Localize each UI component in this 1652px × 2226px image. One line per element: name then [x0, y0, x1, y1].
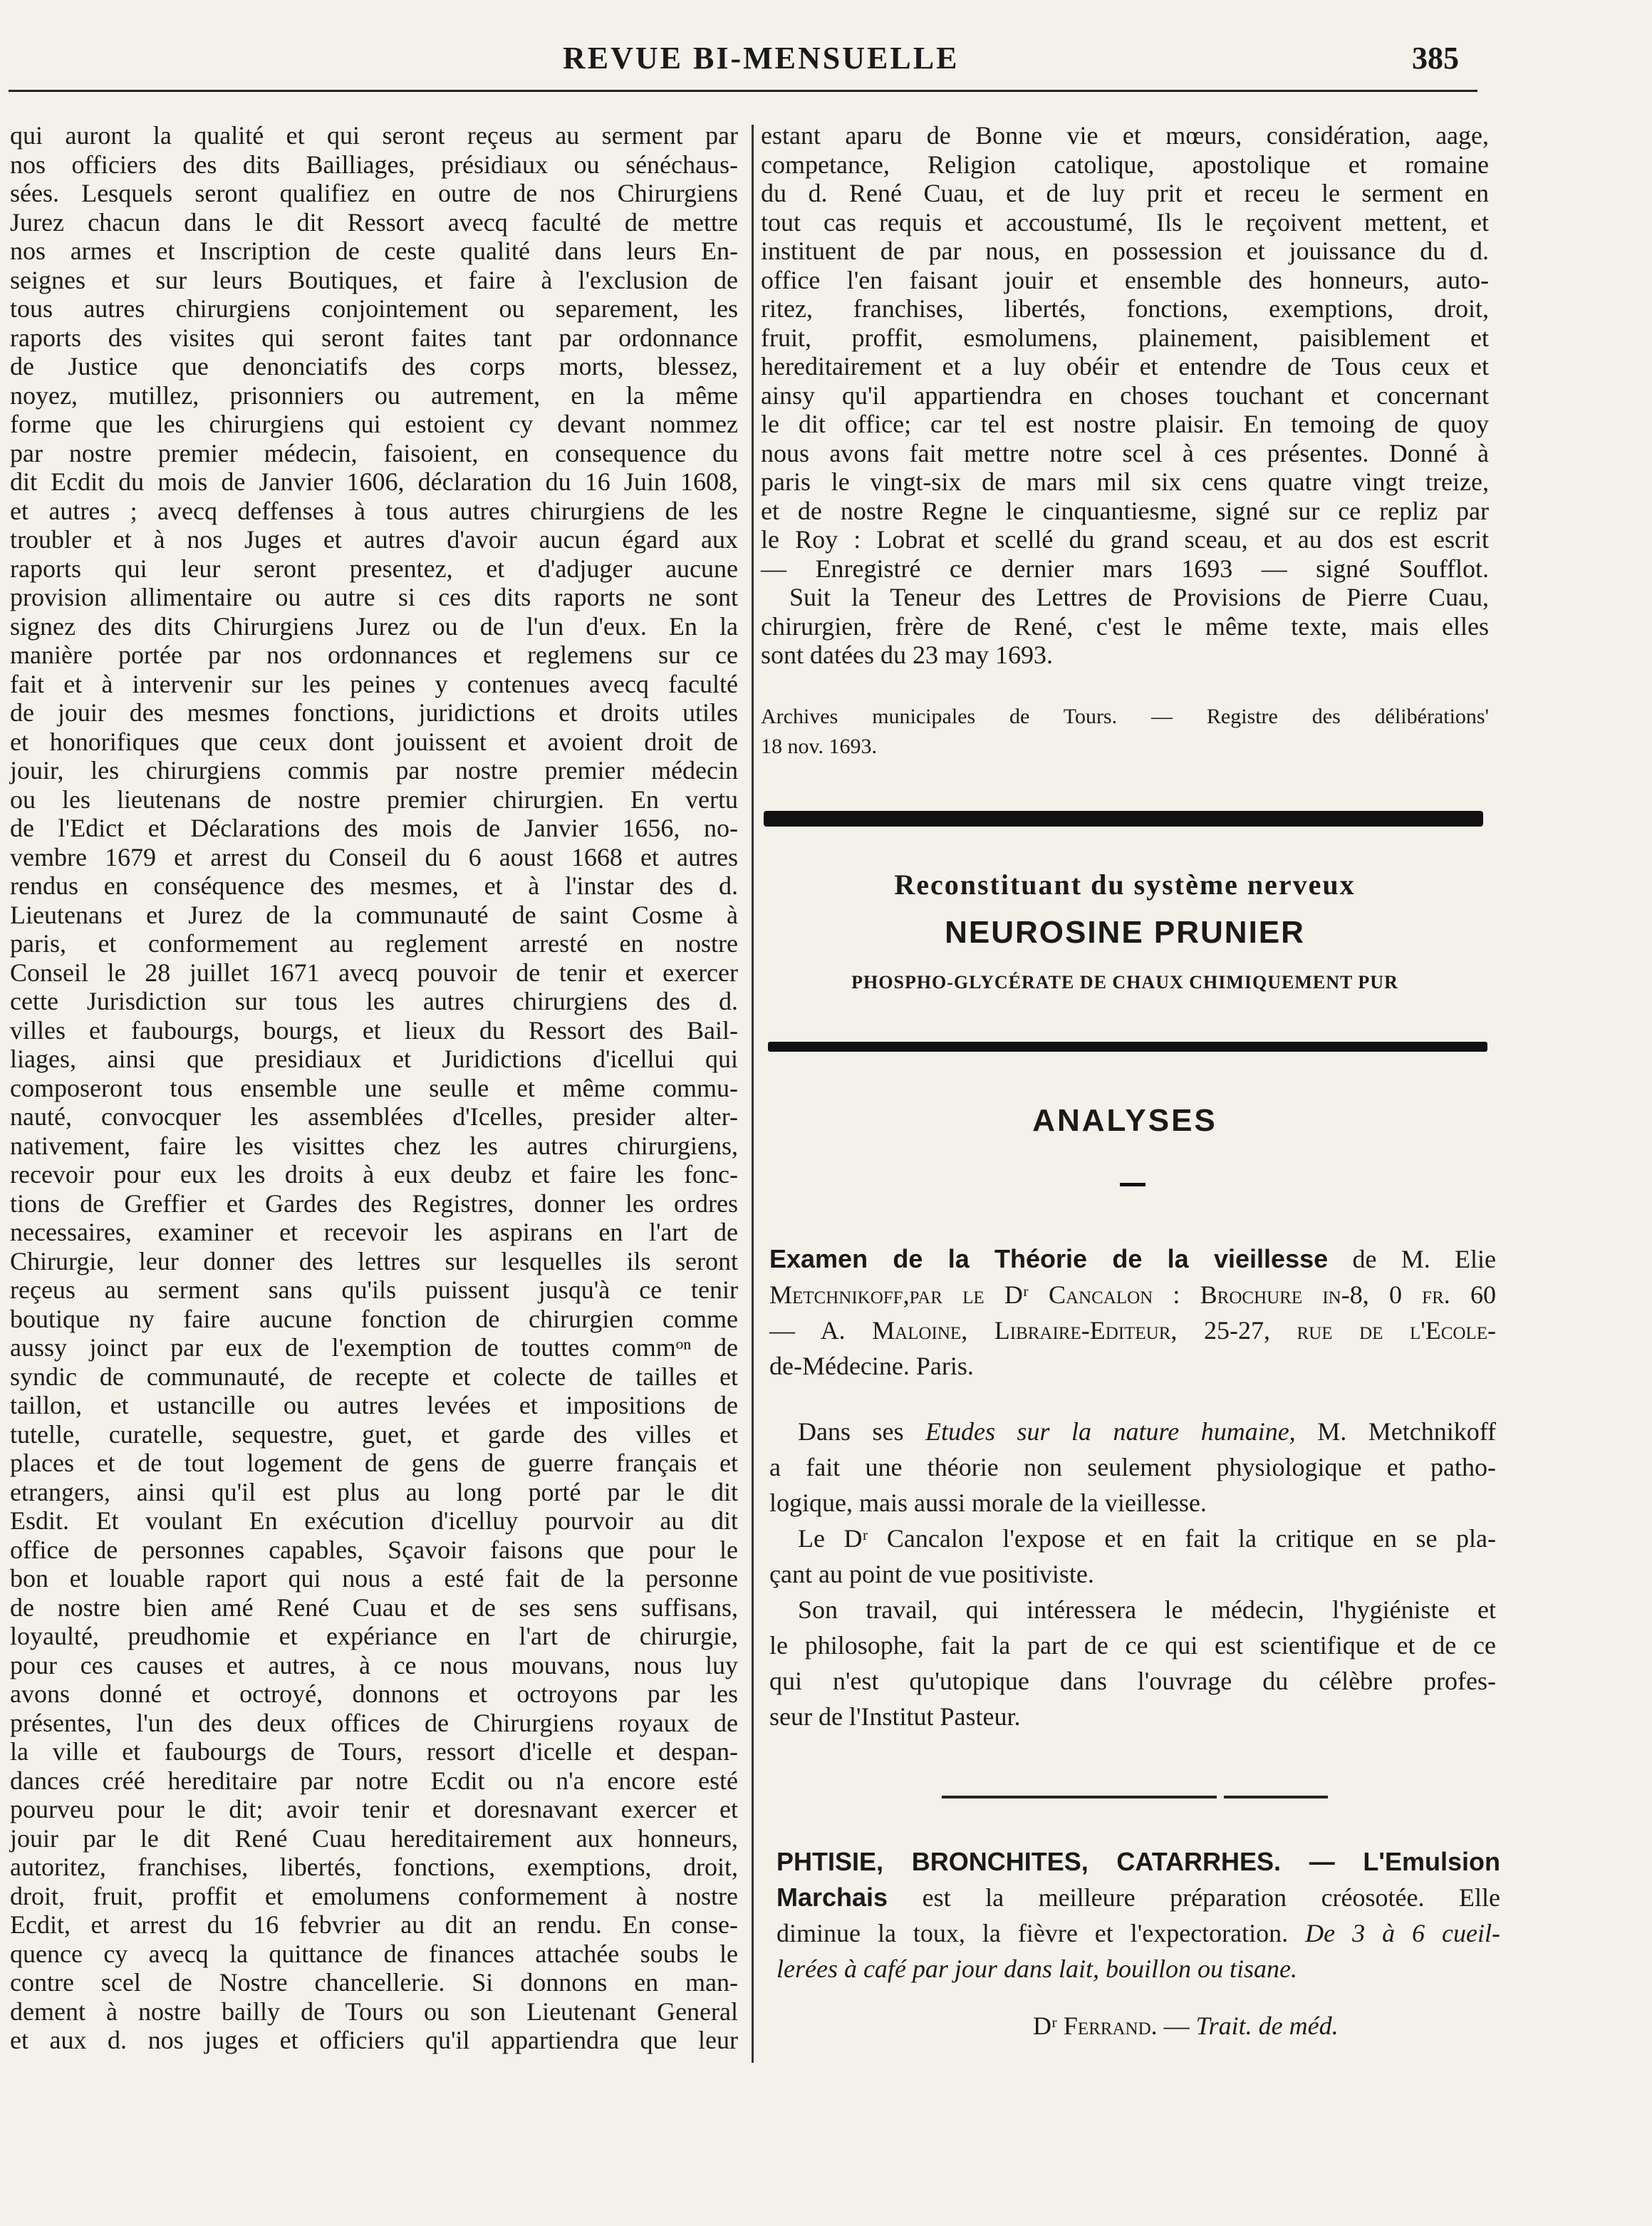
left-column-line: avons donné et octroyé, donnons et octroyons par les [10, 1679, 738, 1708]
journal-title: REVUE BI-MENSUELLE [563, 41, 960, 76]
review-line: le philosophe, fait la part de ce qui est scientifique et de ce [769, 1631, 1496, 1660]
left-column-line: autoritez, franchises, libertés, fonctions, exemptions, droit, [10, 1853, 738, 1881]
left-column-line: provision allimentaire ou autre si ces dits raports ne sont [10, 583, 738, 611]
advert-product-name: NEUROSINE PRUNIER [945, 915, 1305, 950]
left-column-line: reçeus au serment sans qu'ils puissent jusqu'à ce tenir [10, 1275, 738, 1304]
review-line: de-Médecine. Paris. [769, 1352, 974, 1380]
page-number: 385 [1412, 41, 1459, 76]
left-column-line: ou les lieutenans de nostre premier chirurgien. En vertu [10, 785, 738, 814]
section-heading: ANALYSES [1032, 1103, 1217, 1138]
review-line: Metchnikoff,par le Dʳ Cancalon : Brochure in-8, 0 fr. 60 [769, 1280, 1496, 1309]
left-column-line: taillon, et ustancille ou autres levées et impositions de [10, 1391, 738, 1419]
paragraph-gap [769, 1384, 1496, 1414]
left-column-line: et aux d. nos juges et officiers qu'il appartiendra que leur [10, 2026, 738, 2054]
left-column-line: Ecdit, et arrest du 16 febvrier au dit an rendu. En conse- [10, 1910, 738, 1939]
advert-tagline: Reconstituant du système nerveux [894, 869, 1356, 901]
left-column-line: necessaires, examiner et recevoir les aspirans en l'art de [10, 1218, 738, 1246]
section-dash [1120, 1183, 1146, 1186]
left-column-line: tutelle, curatelle, sequestre, guet, et garde des villes et [10, 1419, 738, 1449]
left-column-line: troubler et à nos Juges et autres d'avoir aucun égard aux [10, 525, 738, 554]
left-column-line: Conseil le 28 juillet 1671 avecq pouvoir de tenir et exercer [10, 958, 738, 987]
left-column-line: et autres ; avecq deffenses à tous autres chirurgiens de les [10, 496, 738, 525]
advert-emulsion-line [776, 1880, 1500, 1915]
left-column-line: tions de Greffier et Gardes des Registres, donner les ordres [10, 1189, 738, 1218]
advert-emulsion-text: diminue la toux, la fièvre et l'expectoration. [776, 1919, 1289, 1947]
left-column-line: Esdit. Et voulant En exécution d'icelluy pourvoir au dit [10, 1506, 738, 1535]
right-column-line: sont datées du 23 may 1693. [761, 641, 1053, 669]
left-column-line: office de personnes capables, Sçavoir faisons que pour le [10, 1535, 738, 1564]
left-column-line: raports qui leur seront presentez, et d'adjuger aucune [10, 554, 738, 583]
review-article [769, 1241, 1496, 1734]
right-column-line: le Roy : Lobrat et scellé du grand sceau, et au dos est escrit [761, 525, 1489, 554]
right-column-line: le dit office; car tel est nostre plaisir. En temoing de quoy [761, 410, 1489, 438]
advert-emulsion-heading: PHTISIE, BRONCHITES, CATARRHES. — L'Emulsion [776, 1847, 1500, 1876]
left-column-line: etrangers, ainsi qu'il est plus au long porté par le dit [10, 1477, 738, 1506]
signature-dash: — [1163, 2012, 1190, 2040]
right-column-line: competance, Religion catolique, apostolique et romaine [761, 150, 1489, 179]
review-line: logique, mais aussi morale de la vieillesse. [769, 1489, 1207, 1517]
left-column-line: droit, fruit, proffit et emolumens conformement à nostre [10, 1881, 738, 1910]
review-author-intro: de M. Elie [1352, 1245, 1496, 1273]
review-line: qui n'est qu'utopique dans l'ouvrage du célèbre profes- [769, 1667, 1496, 1695]
advert-top-rule [764, 811, 1483, 827]
right-column-line: ritez, franchises, libertés, fonctions, exemptions, droit, [761, 294, 1489, 323]
left-column-line: dit Ecdit du mois de Janvier 1606, déclaration du 16 Juin 1608, [10, 467, 738, 496]
left-column-line: la ville et faubourgs de Tours, ressort d'icelle et despan- [10, 1737, 738, 1766]
left-column-line: par nostre premier médecin, faisoient, en consequence du [10, 438, 738, 467]
right-column-line: nous avons fait mettre notre scel à ces présentes. Donné à [761, 438, 1489, 467]
right-column-line: tout cas requis et accoustumé, Ils le reçoivent mettent, et [761, 207, 1489, 237]
left-column-line: seignes et sur leurs Boutiques, et faire à l'exclusion de [10, 265, 738, 294]
advert-bottom-rule [768, 1042, 1487, 1052]
left-column-line: dances créé hereditaire par notre Ecdit ou n'a encore esté [10, 1766, 738, 1795]
left-column-line: signez des dits Chirurgiens Jurez ou de l'un d'eux. En la [10, 611, 738, 641]
left-column-line: de Justice que denonciatifs des corps morts, blessez, [10, 352, 738, 381]
left-column-text [10, 121, 738, 2055]
left-column-line: contre scel de Nostre chancellerie. Si donnons en man- [10, 1968, 738, 1997]
advert-emulsion-text: est la meilleure préparation créosotée. Elle [922, 1883, 1500, 1912]
source-note [761, 702, 1489, 762]
advert-emulsion-signature [1033, 2008, 1475, 2044]
left-column-line: liages, ainsi que presidiaux et Juridictions d'icellui qui [10, 1045, 738, 1073]
advert-description: PHOSPHO-GLYCÉRATE DE CHAUX CHIMIQUEMENT PUR [851, 972, 1398, 993]
source-note-line: Archives municipales de Tours. — Registre des délibérations' [761, 705, 1489, 728]
left-column-line: vembre 1679 et arrest du Conseil du 6 aoust 1668 et autres [10, 842, 738, 871]
right-column-line: Suit la Teneur des Lettres de Provisions de Pierre Cuau, [789, 583, 1489, 611]
right-column-line: fruit, proffit, esmolumens, plainement, paisiblement et [761, 323, 1489, 352]
left-column-line: et honorifiques que ceux dont jouissent et avoient droit de [10, 727, 738, 756]
column-divider [752, 125, 754, 2063]
right-column-line: hereditairement et a luy obéir et entendre de Tous ceux et [761, 352, 1489, 381]
left-column-line: tous autres chirurgiens conjointement ou separement, les [10, 294, 738, 323]
left-column-line: jouir par le dit René Cuau hereditairement aux honneurs, [10, 1823, 738, 1853]
left-column-line: recevoir pour eux les droits à eux deubz et faire les fonc- [10, 1160, 738, 1189]
left-column-line: de jouir des mesmes fonctions, juridictions et droits utiles [10, 698, 738, 727]
left-column-line: nos officiers des dits Bailliages, présidiaux ou sénéchaus- [10, 150, 738, 179]
advert-emulsion-brand: Marchais [776, 1883, 888, 1912]
right-column-line: chirurgien, frère de René, c'est le même texte, mais elles [761, 611, 1489, 641]
review-line: — A. Maloine, Libraire-Editeur, 25-27, rue de l'Ecole- [769, 1316, 1496, 1345]
left-column-line: cette Jurisdiction sur tous les autres chirurgiens des d. [10, 987, 738, 1015]
review-line: Son travail, qui intéressera le médecin, l'hygiéniste et [798, 1595, 1496, 1624]
advert-emulsion-line [776, 1915, 1500, 1951]
left-column-line: Lieutenans et Jurez de la communauté de saint Cosme à [10, 900, 738, 929]
left-column-line: rendus en conséquence des mesmes, et à l'instar des d. [10, 871, 738, 900]
left-column-line: raports des visites qui seront faites tant par ordonnance [10, 323, 738, 352]
signature-work: Trait. de méd. [1195, 2012, 1339, 2040]
left-column-line: manière portée par nos ordonnances et reglemens sur ce [10, 641, 738, 669]
review-line: çant au point de vue positiviste. [769, 1560, 1094, 1588]
right-column-line: et de nostre Regne le cinquantiesme, signé sur ce repliz par [761, 496, 1489, 525]
left-column-line: loyaulté, preudhomie et expériance en l'art de chirurgie, [10, 1622, 738, 1650]
source-note-line: 18 nov. 1693. [761, 735, 878, 758]
left-column-line: syndic de communauté, de recepte et colecte de tailles et [10, 1362, 738, 1391]
review-line: seur de l'Institut Pasteur. [769, 1702, 1021, 1731]
left-column-line: nativement, faire les visittes chez les autres chirurgiens, [10, 1131, 738, 1160]
left-column-line: nauté, convocquer les assemblées d'Icelles, presider alter- [10, 1102, 738, 1131]
left-column-line: Jurez chacun dans le dit Ressort avecq faculté de mettre [10, 207, 738, 237]
left-column-line: pourveu pour le dit; avoir tenir et doresnavant exercer et [10, 1795, 738, 1823]
left-column-line: jouir, les chirurgiens commis par nostre premier médecin [10, 756, 738, 785]
advert-emulsion [776, 1844, 1500, 1987]
advert-emulsion-dosage: De 3 à 6 cueil- [1305, 1919, 1500, 1947]
left-column-line: de l'Edict et Déclarations des mois de Janvier 1656, no- [10, 814, 738, 842]
running-header [0, 37, 1652, 80]
review-text: Dans ses [798, 1417, 904, 1446]
left-column-line: pour ces causes et autres, à ce nous mouvans, nous luy [10, 1650, 738, 1679]
left-column-line: places et de tout logement de gens de guerre français et [10, 1449, 738, 1477]
review-line: Le Dʳ Cancalon l'expose et en fait la critique en se pla- [798, 1524, 1496, 1553]
review-text: M. Metchnikoff [1317, 1417, 1497, 1446]
advert-emulsion-dosage: lerées à café par jour dans lait, bouillon ou tisane. [776, 1955, 1297, 1983]
left-column-line: forme que les chirurgiens qui estoient cy devant nommez [10, 410, 738, 438]
left-column-line: noyez, mutillez, prisonniers ou autrement, en la même [10, 381, 738, 410]
review-line: a fait une théorie non seulement physiologique et patho- [769, 1453, 1496, 1481]
right-column-line: paris le vingt-six de mars mil six cens quatre vingt treize, [761, 467, 1489, 496]
separator-rule [1224, 1796, 1328, 1798]
review-title: Examen de la Théorie de la vieillesse [769, 1244, 1329, 1273]
signature-author: Dʳ Ferrand. [1033, 2012, 1158, 2040]
right-column-line: instituent de par nous, en possession et jouissance du d. [761, 237, 1489, 265]
left-column-line: fait et à intervenir sur les peines y contenues avecq faculté [10, 669, 738, 698]
left-column-line: de nostre bien amé René Cuau et de ses sens suffisans, [10, 1593, 738, 1622]
separator-rule [942, 1796, 1217, 1798]
left-column-line: quence cy avecq la quittance de finances attachée soubs le [10, 1939, 738, 1968]
right-column-line: du d. René Cuau, et de luy prit et receu le serment en [761, 179, 1489, 207]
left-column-line: présentes, l'un des deux offices de Chirurgiens royaux de [10, 1708, 738, 1737]
left-column-line: qui auront la qualité et qui seront reçeus au serment par [10, 121, 738, 150]
left-column-line: paris, et conformement au reglement arresté en nostre [10, 929, 738, 958]
review-line [769, 1241, 1496, 1277]
review-book-title: Etudes sur la nature humaine, [925, 1417, 1296, 1446]
left-column-line: aussy joinct par eux de l'exemption de touttes commᵒⁿ de [10, 1333, 738, 1362]
left-column-line: Chirurgie, leur donner des lettres sur lesquelles ils seront [10, 1246, 738, 1275]
review-line [769, 1414, 1496, 1449]
right-column-text [761, 121, 1489, 670]
left-column-line: composeront tous ensemble une seulle et même commu- [10, 1073, 738, 1102]
header-rule [9, 90, 1477, 92]
left-column-line: bon et louable raport qui nous a esté fait de la personne [10, 1564, 738, 1593]
left-column-line: nos armes et Inscription de ceste qualité dans leurs En- [10, 237, 738, 265]
right-column-line: — Enregistré ce dernier mars 1693 — signé Soufflot. [761, 554, 1489, 583]
right-column-line: ainsy qu'il appartiendra en choses touchant et concernant [761, 381, 1489, 410]
left-column-line: villes et faubourgs, bourgs, et lieux du Ressort des Bail- [10, 1015, 738, 1045]
right-column-line: estant aparu de Bonne vie et mœurs, considération, aage, [761, 121, 1489, 150]
right-column-line: office l'en faisant jouir et ensemble des honneurs, auto- [761, 265, 1489, 294]
left-column-line: boutique ny faire aucune fonction de chirurgien comme [10, 1304, 738, 1333]
left-column-line: dement à nostre bailly de Tours ou son Lieutenant General [10, 1997, 738, 2026]
left-column-line: sées. Lesquels seront qualifiez en outre de nos Chirurgiens [10, 179, 738, 207]
